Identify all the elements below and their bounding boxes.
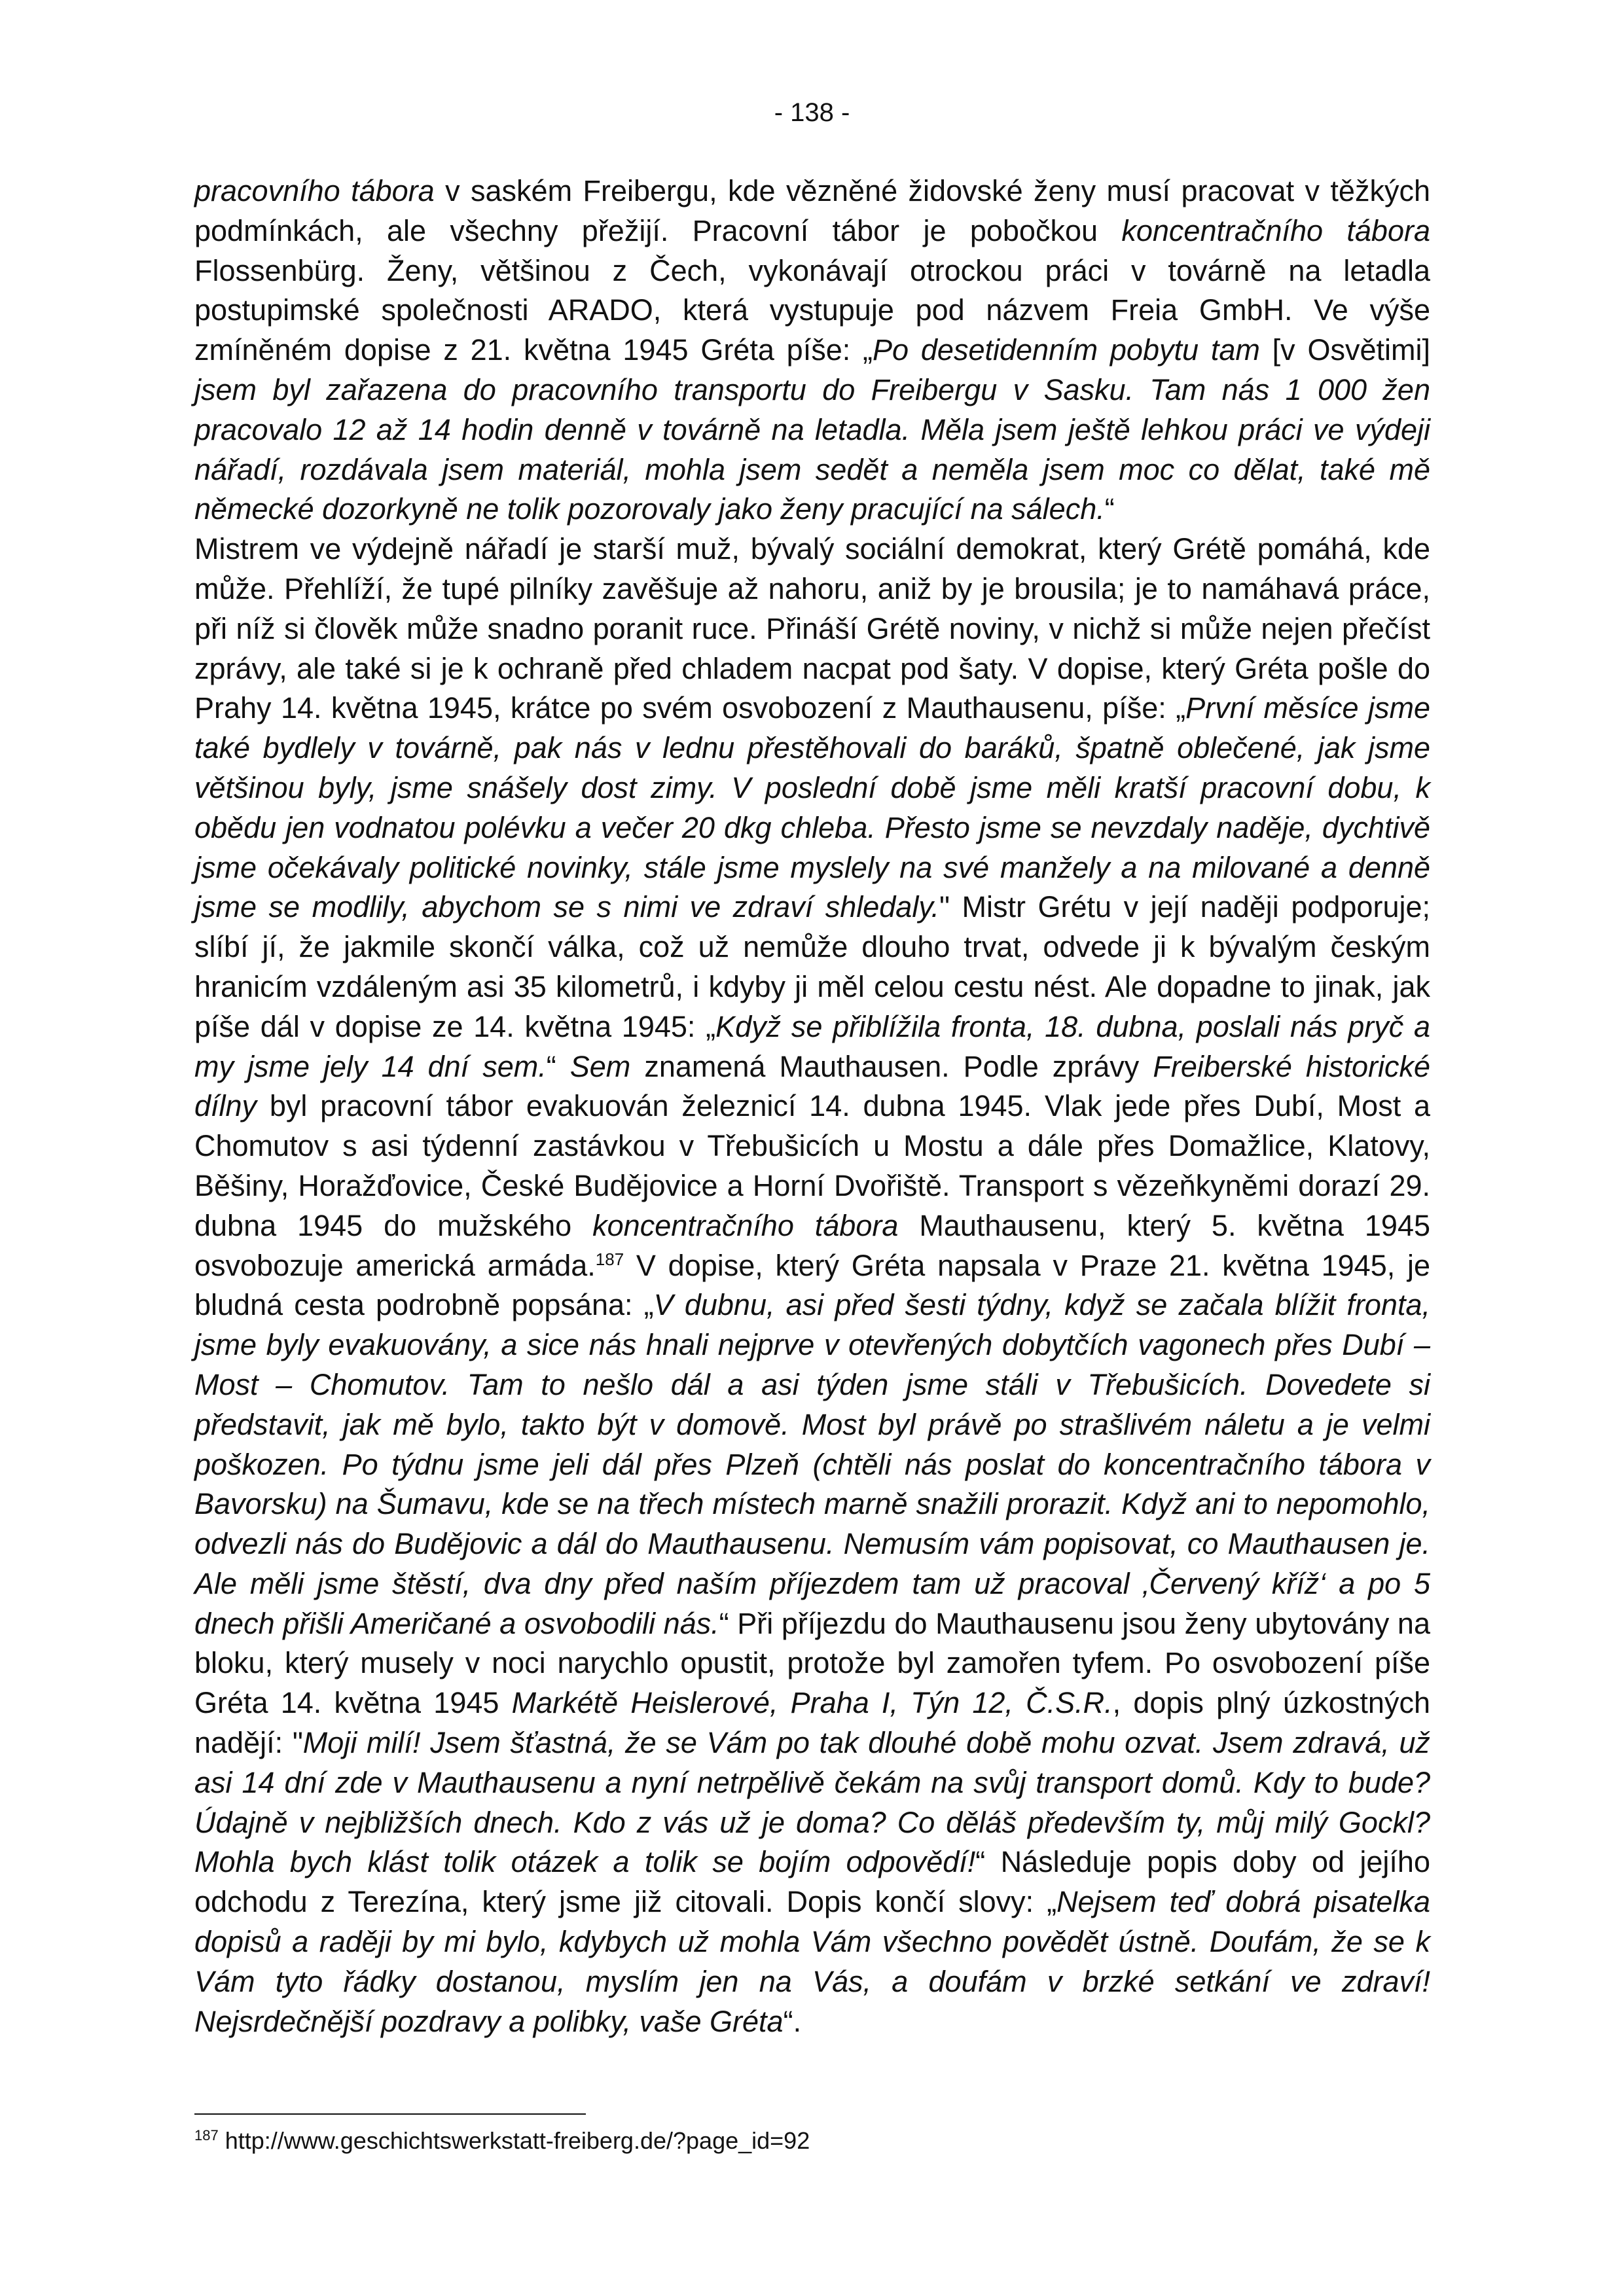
letter-quote: Když se přiblížila fronta, 18. dubna, poslali nás pryč a my jsme jely 14 dní sem. [194, 1009, 1430, 1083]
footnote-separator [194, 2113, 586, 2115]
paragraph-mauthausen [194, 529, 1430, 2041]
text-run: " Mistr Grétu v její naději podporuje; slíbí jí, že jakmile skončí válka, což už nemůže dlouho trvat, odvede ji k bývalým českým hranicím vzdáleným asi 35 kilometrů, i kdyby ji měl celou cestu nést. Ale dopadne to jinak, jak píše dál v dopise ze 14. května 1945: „ [194, 890, 1430, 1043]
text-run: Flossenbürg. Ženy, většinou z Čech, vykonávají otrockou práci v továrně na letadla postupimské společnosti ARADO, která vystupuje pod názvem Freia GmbH. Ve výše zmíněném dopise z 21. května 1945 Gréta píše: „ [194, 253, 1430, 367]
paragraph-freiberg-camp [194, 171, 1430, 529]
text-run: Mistrem ve výdejně nářadí je starší muž, bývalý sociální demokrat, který Grétě pomáhá, kde může. Přehlíží, že tupé pilníky zavěšuje až nahoru, aniž by je brousila; je to namáhavá práce, při níž si člověk může snadno poranit ruce. Přináší Grétě noviny, v nichž si může nejen přečíst zprávy, ale také si je k ochraně před chladem nacpat pod šaty. V dopise, který Gréta pošle do Prahy 14. května 1945, krátce po svém osvobození z Mauthausenu, píše: „ [194, 532, 1430, 725]
letter-quote: Po desetidenním pobytu tam [873, 333, 1260, 367]
letter-quote: jsem byl zařazena do pracovního transportu do Freibergu v Sasku. Tam nás 1 000 žen pracovalo 12 až 14 hodin denně v továrně na letadla. Měla jsem ještě lehkou práci ve výdeji nářadí, rozdávala jsem materiál, mohla jsem sedět a neměla jsem moc co dělat, také mě německé dozorkyně ne tolik pozorovaly jako ženy pracující na sálech. [194, 372, 1430, 526]
text-run: znamená Mauthausen. Podle zprávy [630, 1049, 1153, 1083]
letter-quote: Nejsem teď dobrá pisatelka dopisů a raději by mi bylo, kdybych už mohla Vám všechno povědět ústně. Doufám, že se k Vám tyto řádky dostanou, myslím jen na Vás, a doufám v brzké setkání ve zdraví! Nejsrdečnější pozdravy a polibky, vaše Gréta [194, 1885, 1430, 2038]
text-run: Mauthausenu, který 5. května 1945 osvobozuje americká armáda. [194, 1208, 1431, 1282]
text-run: “ [546, 1049, 570, 1083]
footnote-number: 187 [194, 2127, 219, 2144]
text-run: V dopise, který Gréta napsala v Praze 21. května 1945, je bludná cesta podrobně popsána: „ [194, 1248, 1430, 1322]
footnote [194, 2126, 1430, 2156]
text-run: , dopis plný úzkostných nadějí: " [194, 1686, 1430, 1760]
italic-term: Freiberské historické dílny [194, 1049, 1430, 1123]
footnote-url[interactable]: http://www.geschichtswerkstatt-freiberg.de/?page_id=92 [218, 2127, 810, 2154]
letter-quote: V dubnu, asi před šesti týdny, když se začala blížit fronta, jsme byly evakuovány, a sice nás hnali nejprve v otevřených dobytčích vagonech přes Dubí – Most – Chomutov. Tam to nešlo dál a asi týden jsme stáli v Třebušicích. Dovedete si představit, jak mě bylo, takto být v domově. Most byl právě po strašlivém náletu a je velmi poškozen. Po týdnu jsme jeli dál přes Plzeň (chtěli nás poslat do koncentračního tábora v Bavorsku) na Šumavu, kde se na třech místech marně snažili prorazit. Když ani to nepomohlo, odvezli nás do Budějovic a dál do Mauthausenu. Nemusím vám popisovat, co Mauthausen je. Ale měli jsme štěstí, dva dny před naším příjezdem tam už pracoval ‚Červený kříž‘ a po 5 dnech přišli Američané a osvobodili nás. [194, 1288, 1430, 1640]
text-run: “. [783, 2004, 802, 2038]
letter-quote: Moji milí! Jsem šťastná, že se Vám po tak dlouhé době mohu ozvat. Jsem zdravá, už asi 14 dní zde v Mauthausenu a nyní netrpělivě čekám na svůj transport domů. Kdy to bude? Údajně v nejbližších dnech. Kdo z vás už je doma? Co děláš především ty, můj milý Gockl? Mohla bych klást tolik otázek a tolik se bojím odpovědí! [194, 1726, 1430, 1879]
text-run: “ Následuje popis doby od jejího odchodu z Terezína, který jsme již citovali. Dopis končí slovy: „ [194, 1845, 1430, 1919]
body-text [194, 171, 1430, 2041]
italic-term: koncentračního tábora [592, 1208, 899, 1242]
italic-term: Sem [569, 1049, 631, 1083]
text-run: byl pracovní tábor evakuován železnicí 14. dubna 1945. Vlak jede přes Dubí, Most a Chomutov s asi týdenní zastávkou v Třebušicích u Mostu a dále přes Domažlice, Klatovy, Běšiny, Horažďovice, České Budějovice a Horní Dvořiště. Transport s vězeňkyněmi dorazí 29. dubna 1945 do mužského [194, 1089, 1430, 1242]
letter-quote: První měsíce jsme také bydlely v továrně, pak nás v lednu přestěhovali do baráků, špatně oblečené, jak jsme většinou byly, jsme snášely dost zimy. V poslední době jsme měli kratší pracovní dobu, k obědu jen vodnatou polévku a večer 20 dkg chleba. Přesto jsme se nevzdaly naděje, dychtivě jsme očekávaly politické novinky, stále jsme myslely na své manžely a na milované a denně jsme se modlily, abychom se s nimi ve zdraví shledaly. [194, 691, 1430, 924]
text-run: v saském Freibergu, kde vězněné židovské ženy musí pracovat v těžkých podmínkách, ale všechny přežijí. Pracovní tábor je pobočkou [194, 174, 1430, 247]
italic-term: pracovního tábora [194, 174, 435, 207]
text-run: [v Osvětimi] [1259, 333, 1430, 367]
italic-term: koncentračního tábora [1121, 213, 1430, 247]
address: Markétě Heislerové, Praha I, Týn 12, Č.S.R. [511, 1686, 1113, 1720]
page-number: - 138 - [774, 98, 850, 127]
text-run: “ Při příjezdu do Mauthausenu jsou ženy ubytovány na bloku, který musely v noci narychlo opustit, protože byl zamořen tyfem. Po osvobození píše Gréta 14. května 1945 [194, 1606, 1430, 1720]
footnote-reference: 187 [595, 1249, 624, 1269]
text-run: “ [1104, 492, 1115, 526]
